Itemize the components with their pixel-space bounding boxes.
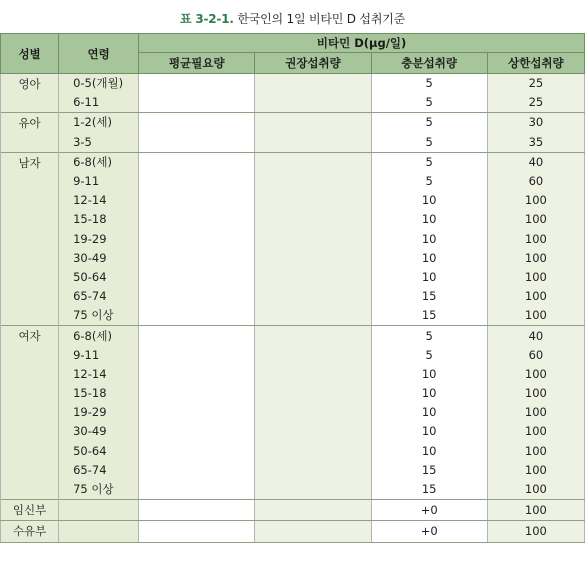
rni-cell [255, 113, 371, 133]
ul-cell: 25 [487, 74, 584, 94]
sex-group-cell: 남자 [1, 152, 59, 326]
sex-group-cell: 영아 [1, 74, 59, 113]
ai-cell: 10 [371, 268, 487, 287]
ul-cell: 35 [487, 133, 584, 153]
ul-cell: 100 [487, 461, 584, 480]
age-cell [59, 521, 139, 542]
age-cell: 19-29 [59, 230, 139, 249]
ul-cell: 100 [487, 521, 584, 542]
ear-cell [139, 384, 255, 403]
rni-cell [255, 461, 371, 480]
vitamin-d-intake-table [0, 33, 585, 543]
age-cell: 30-49 [59, 422, 139, 441]
rni-cell [255, 191, 371, 210]
rni-cell [255, 133, 371, 153]
rni-cell [255, 93, 371, 113]
rni-cell [255, 442, 371, 461]
ai-cell: 15 [371, 306, 487, 326]
table-row [1, 500, 585, 521]
sex-group-cell: 임신부 [1, 500, 59, 521]
ai-cell: 10 [371, 384, 487, 403]
table-row [1, 93, 585, 113]
ai-cell: 15 [371, 461, 487, 480]
sex-group-cell: 여자 [1, 326, 59, 500]
ai-cell: 10 [371, 230, 487, 249]
ul-cell: 100 [487, 442, 584, 461]
ear-cell [139, 191, 255, 210]
ai-cell: 10 [371, 403, 487, 422]
table-row [1, 403, 585, 422]
ul-cell: 100 [487, 384, 584, 403]
header-ul: 상한섭취량 [487, 53, 584, 74]
ul-cell: 100 [487, 268, 584, 287]
ai-cell: 15 [371, 287, 487, 306]
age-cell: 9-11 [59, 346, 139, 365]
ear-cell [139, 230, 255, 249]
rni-cell [255, 210, 371, 229]
ai-cell: 5 [371, 113, 487, 133]
table-row [1, 268, 585, 287]
ear-cell [139, 74, 255, 94]
rni-cell [255, 384, 371, 403]
age-cell: 75 이상 [59, 306, 139, 326]
table-row [1, 133, 585, 153]
ai-cell: 5 [371, 172, 487, 191]
age-cell: 19-29 [59, 403, 139, 422]
age-cell: 6-8(세) [59, 152, 139, 172]
header-ai: 충분섭취량 [371, 53, 487, 74]
age-cell: 15-18 [59, 210, 139, 229]
header-rni: 권장섭취량 [255, 53, 371, 74]
rni-cell [255, 500, 371, 521]
ear-cell [139, 93, 255, 113]
ai-cell: 5 [371, 326, 487, 346]
ai-cell: 10 [371, 210, 487, 229]
rni-cell [255, 365, 371, 384]
age-cell: 6-11 [59, 93, 139, 113]
ul-cell: 25 [487, 93, 584, 113]
ul-cell: 100 [487, 249, 584, 268]
age-cell: 1-2(세) [59, 113, 139, 133]
ul-cell: 100 [487, 403, 584, 422]
age-cell: 65-74 [59, 287, 139, 306]
table-row [1, 480, 585, 500]
age-cell [59, 500, 139, 521]
rni-cell [255, 422, 371, 441]
ul-cell: 60 [487, 346, 584, 365]
age-cell: 3-5 [59, 133, 139, 153]
table-header [1, 34, 585, 74]
table-row [1, 521, 585, 542]
rni-cell [255, 306, 371, 326]
ul-cell: 60 [487, 172, 584, 191]
table-number: 표 3-2-1. [179, 12, 234, 26]
ai-cell: 10 [371, 249, 487, 268]
table-row [1, 422, 585, 441]
ear-cell [139, 113, 255, 133]
rni-cell [255, 230, 371, 249]
age-cell: 50-64 [59, 442, 139, 461]
ear-cell [139, 172, 255, 191]
ul-cell: 100 [487, 230, 584, 249]
ear-cell [139, 133, 255, 153]
ear-cell [139, 346, 255, 365]
age-cell: 9-11 [59, 172, 139, 191]
ul-cell: 30 [487, 113, 584, 133]
ai-cell: 15 [371, 480, 487, 500]
ear-cell [139, 500, 255, 521]
ai-cell: 5 [371, 346, 487, 365]
ai-cell: 10 [371, 442, 487, 461]
ul-cell: 40 [487, 152, 584, 172]
ear-cell [139, 403, 255, 422]
table-row [1, 326, 585, 346]
table-title: 한국인의 1일 비타민 D 섭취기준 [237, 12, 405, 26]
age-cell: 6-8(세) [59, 326, 139, 346]
ear-cell [139, 480, 255, 500]
table-row [1, 384, 585, 403]
header-age: 연령 [59, 34, 139, 74]
table-row [1, 210, 585, 229]
ai-cell: 5 [371, 74, 487, 94]
table-body [1, 74, 585, 543]
ear-cell [139, 287, 255, 306]
rni-cell [255, 74, 371, 94]
header-sex: 성별 [1, 34, 59, 74]
ear-cell [139, 521, 255, 542]
age-cell: 12-14 [59, 365, 139, 384]
ai-cell: +0 [371, 521, 487, 542]
ai-cell: 10 [371, 365, 487, 384]
ear-cell [139, 442, 255, 461]
header-vitamin-d: 비타민 D(μg/일) [139, 34, 585, 53]
ai-cell: 10 [371, 191, 487, 210]
age-cell: 75 이상 [59, 480, 139, 500]
age-cell: 12-14 [59, 191, 139, 210]
table-row [1, 461, 585, 480]
rni-cell [255, 249, 371, 268]
ai-cell: +0 [371, 500, 487, 521]
table-row [1, 346, 585, 365]
table-row [1, 306, 585, 326]
table-row [1, 442, 585, 461]
ul-cell: 100 [487, 287, 584, 306]
rni-cell [255, 326, 371, 346]
ear-cell [139, 422, 255, 441]
age-cell: 65-74 [59, 461, 139, 480]
ear-cell [139, 210, 255, 229]
rni-cell [255, 287, 371, 306]
ear-cell [139, 326, 255, 346]
rni-cell [255, 521, 371, 542]
ear-cell [139, 461, 255, 480]
rni-cell [255, 480, 371, 500]
rni-cell [255, 172, 371, 191]
ear-cell [139, 365, 255, 384]
table-row [1, 191, 585, 210]
table-row [1, 249, 585, 268]
age-cell: 50-64 [59, 268, 139, 287]
rni-cell [255, 152, 371, 172]
age-cell: 30-49 [59, 249, 139, 268]
age-cell: 0-5(개월) [59, 74, 139, 94]
table-row [1, 287, 585, 306]
ear-cell [139, 268, 255, 287]
table-caption [0, 10, 585, 27]
ul-cell: 100 [487, 191, 584, 210]
ai-cell: 5 [371, 152, 487, 172]
table-row [1, 365, 585, 384]
sex-group-cell: 수유부 [1, 521, 59, 542]
ai-cell: 5 [371, 133, 487, 153]
ul-cell: 100 [487, 365, 584, 384]
table-row [1, 74, 585, 94]
table-row [1, 152, 585, 172]
rni-cell [255, 346, 371, 365]
table-row [1, 113, 585, 133]
header-ear: 평균필요량 [139, 53, 255, 74]
rni-cell [255, 403, 371, 422]
table-row [1, 172, 585, 191]
ul-cell: 100 [487, 306, 584, 326]
ear-cell [139, 306, 255, 326]
sex-group-cell: 유아 [1, 113, 59, 152]
ear-cell [139, 249, 255, 268]
age-cell: 15-18 [59, 384, 139, 403]
ear-cell [139, 152, 255, 172]
ul-cell: 100 [487, 480, 584, 500]
table-row [1, 230, 585, 249]
ul-cell: 100 [487, 422, 584, 441]
ai-cell: 10 [371, 422, 487, 441]
ul-cell: 100 [487, 210, 584, 229]
ul-cell: 40 [487, 326, 584, 346]
ul-cell: 100 [487, 500, 584, 521]
rni-cell [255, 268, 371, 287]
ai-cell: 5 [371, 93, 487, 113]
